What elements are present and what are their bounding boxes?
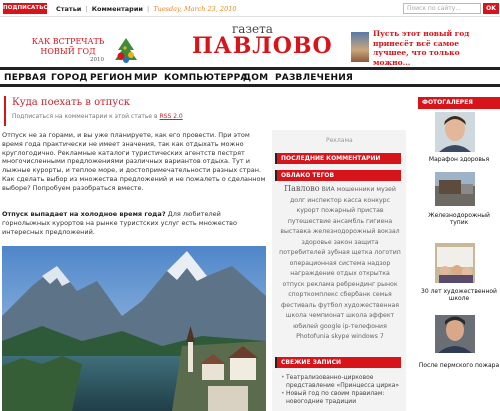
article-subscribe-line xyxy=(12,113,183,120)
nav-item-home[interactable]: ДОМ xyxy=(243,73,269,83)
top-links-separator: | xyxy=(85,5,88,13)
new-year-promo-banner[interactable] xyxy=(28,37,108,63)
fresh-posts-list xyxy=(281,374,405,406)
recent-comments-heading: ПОСЛЕДНИЕ КОММЕНТАРИИ xyxy=(277,153,401,164)
gallery-caption[interactable]: После пермского пожара xyxy=(418,362,500,369)
article-body: Отпуск не за горами, и вы уже планируете, как его провести. При этом время года практически не имеет значения, так как отдыхать можно круглогодично. Рекламные каталоги туристических агентств пестрят многочисленными предложениями различных вариантов отдыха. Тут и лыжные курорты, и теплое море, и достопримечательности разных стран. Как сделать выбор из множества предложений и не пожалеть о сделанном выборе? Попробуем разобраться вместе. xyxy=(2,131,266,192)
gallery-caption[interactable]: Марафон здоровья xyxy=(428,156,490,163)
gallery-caption[interactable]: 30 лет художественной школе xyxy=(421,288,497,303)
photo-gallery-heading: ФОТОГАЛЕРЕЯ xyxy=(418,97,500,109)
fresh-post-item[interactable]: • Театрализованно-цирковое представление «Принцесса цирка» xyxy=(281,374,405,390)
article-subscribe-text: Подписаться на комментарии к этой статье в xyxy=(12,113,158,120)
article-title[interactable]: Куда поехать в отпуск xyxy=(12,97,131,108)
nav-item-computerra[interactable]: КОМПЬЮТЕРРА xyxy=(164,73,248,83)
promo-right-image[interactable] xyxy=(351,32,369,62)
gallery-thumb-railway[interactable] xyxy=(435,172,475,206)
site-logo-subtitle: газета xyxy=(232,22,273,36)
promo-right-text[interactable]: Пусть этот новый год принесёт всё самое лучшее, что только можно... xyxy=(373,29,470,67)
article-photo-mountain-lake xyxy=(2,246,266,411)
articles-link[interactable]: Статьи xyxy=(56,5,82,13)
tag-cloud-heading: ОБЛАКО ТЕГОВ xyxy=(277,170,401,181)
gallery-thumb-marathon[interactable] xyxy=(435,112,475,152)
nav-item-entertainment[interactable]: РАЗВЛЕЧЕНИЯ xyxy=(275,73,354,83)
search-input[interactable]: Поиск по сайту... xyxy=(403,3,481,14)
rss-link[interactable]: RSS 2.0 xyxy=(159,113,183,120)
article-title-accent xyxy=(4,96,6,126)
date-separator: | xyxy=(147,5,150,13)
nav-item-region[interactable]: РЕГИОН xyxy=(90,73,133,83)
promo-left-line1: КАК ВСТРЕЧАТЬ xyxy=(31,37,105,46)
main-nav xyxy=(0,67,500,87)
site-logo[interactable]: ПАВЛОВО xyxy=(192,33,333,59)
current-date: Tuesday, March 23, 2010 xyxy=(153,5,237,13)
top-links xyxy=(56,5,236,13)
nav-item-city[interactable]: ГОРОД xyxy=(51,73,88,83)
nav-item-first[interactable]: ПЕРВАЯ xyxy=(4,73,47,83)
article-lead xyxy=(2,210,267,236)
christmas-ornaments-icon xyxy=(112,36,140,64)
article-lead-rest: Для любителей горнолыжных курортов на рынке туристских услуг есть множество интересных предложений. xyxy=(2,210,237,236)
ad-label: Реклама xyxy=(326,137,353,144)
subscribe-button[interactable]: ПОДПИСАТЬСЯ xyxy=(3,3,47,14)
fresh-posts-heading: СВЕЖИЕ ЗАПИСИ xyxy=(277,357,401,368)
nav-item-world[interactable]: МИР xyxy=(134,73,158,83)
article-lead-bold: Отпуск выпадает на холодное время года? xyxy=(2,210,166,218)
promo-left-line2: НОВЫЙ ГОД xyxy=(40,47,96,56)
comments-link[interactable]: Комментарии xyxy=(91,5,143,13)
gallery-caption[interactable]: Железнодорожный тупик xyxy=(428,212,490,226)
fresh-post-item[interactable]: • Новый год по своим правилам: новогодние традиции xyxy=(281,390,405,406)
top-bar xyxy=(0,0,500,17)
search-ok-button[interactable]: OK xyxy=(483,3,499,14)
gallery-thumb-perm-fire[interactable] xyxy=(435,315,475,353)
tag-pavlovo[interactable]: Павлово xyxy=(284,184,320,193)
promo-left-year: 2010 xyxy=(90,57,104,63)
tag-cloud xyxy=(279,184,401,343)
tag-list[interactable]: ВИА мошенники музей долг инспектор касса конкурс курорт пожарный пристав путешествие ансамбль гигиена выставка железнодорожный вокзал здоровье закон защита потребителей зубная щетка логотип операционная система надзор награждение отдых открытка отпуск реклама ребрендинг рынок спорткомплекс сбербанк семья фестиваль футбол художественная школа чемпионат школа эффект юбилей google ip-телефония Photofunia skype windows 7 xyxy=(279,186,401,340)
gallery-thumb-art-school[interactable] xyxy=(435,243,475,283)
